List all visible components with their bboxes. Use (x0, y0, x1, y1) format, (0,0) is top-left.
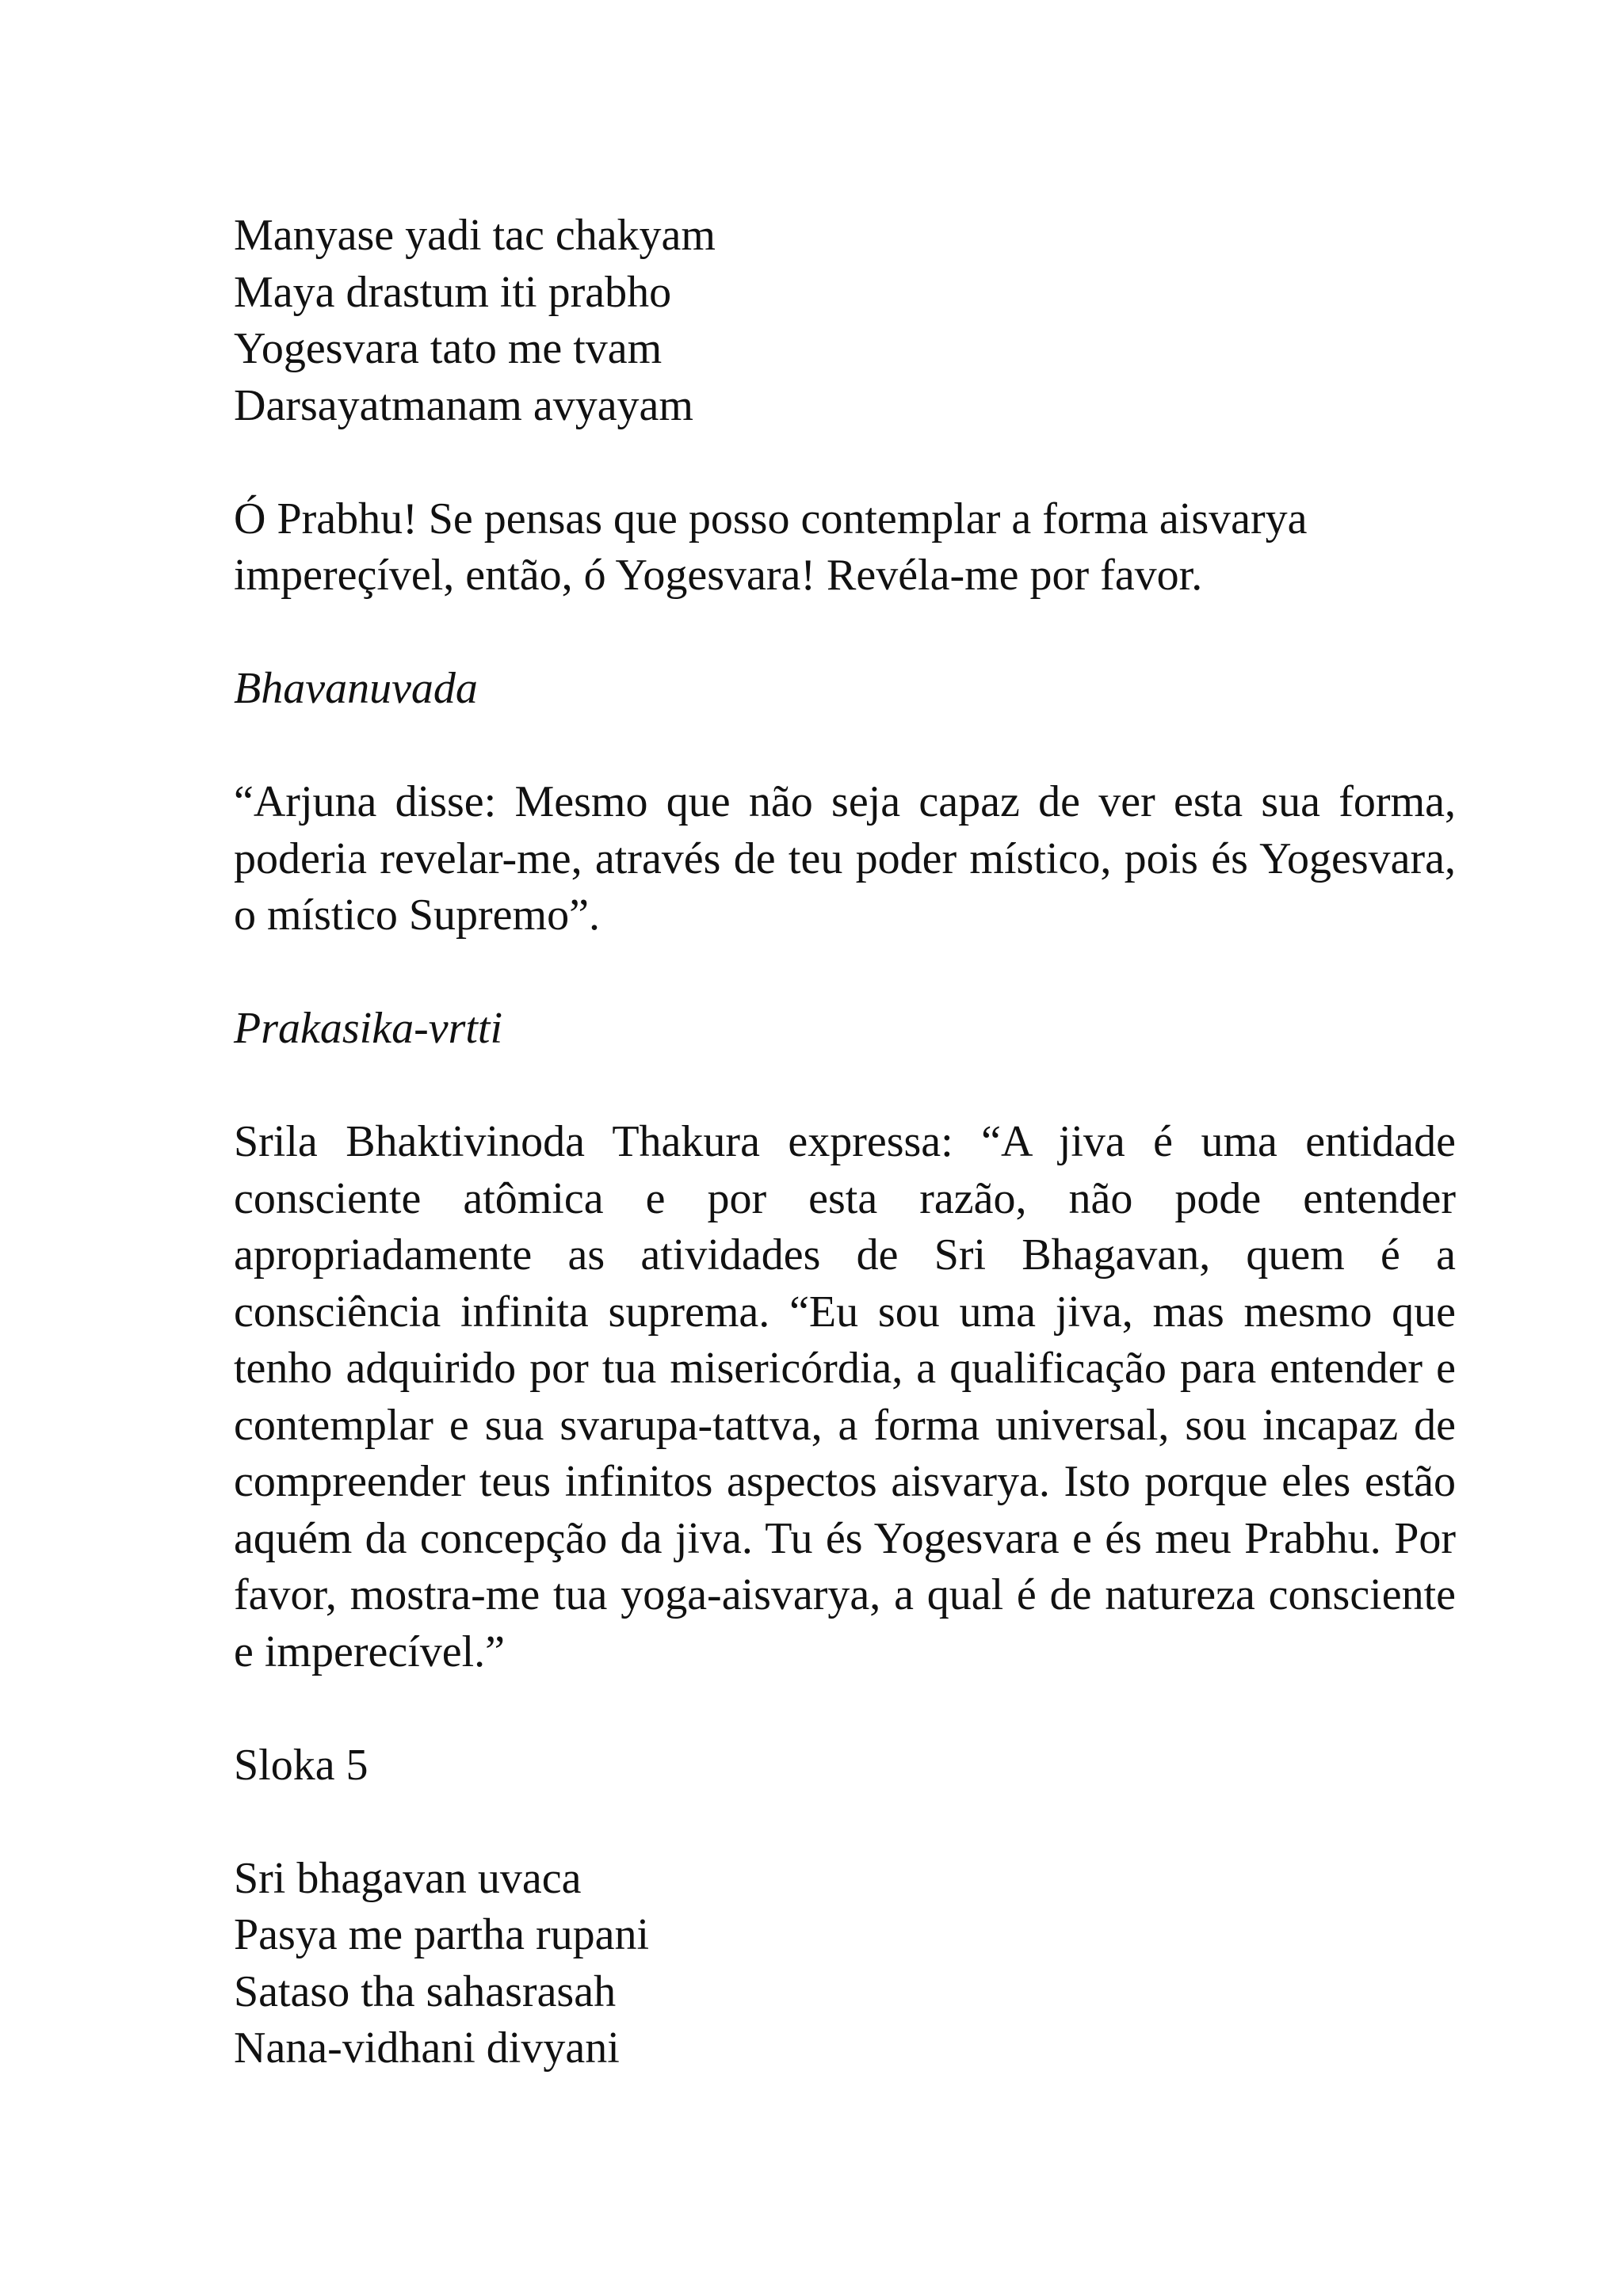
translation-paragraph: Ó Prabhu! Se pensas que posso contemplar a forma aisvarya impereçível, então, ó Yogesvara! Revéla-me por favor. (234, 494, 1308, 600)
prakasika-paragraph: Srila Bhaktivinoda Thakura expressa: “A jiva é uma entidade consciente atômica e por esta razão, não pode entender apropriadamente as atividades de Sri Bhagavan, quem é a consciência infinita suprema. “Eu sou uma jiva, mas mesmo que tenho adquirido por tua misericórdia, a qualificação para entender e contemplar e sua svarupa-tattva, a forma universal, sou incapaz de compreender teus infinitos aspectos aisvarya. Isto porque eles estão aquém da concepção da jiva. Tu és Yogesvara e és meu Prabhu. Por favor, mostra-me tua yoga-aisvarya, a qual é de natureza consciente e imperecível.” (234, 1117, 1456, 1676)
verse-line: Yogesvara tato me tvam (234, 324, 663, 373)
verse-5 (234, 1851, 1456, 2077)
verse-line: Nana-vidhani divyani (234, 2023, 620, 2073)
verse-line: Manyase yadi tac chakyam (234, 211, 716, 260)
verse-line: Darsayatmanam avyayam (234, 380, 693, 430)
verse-4 (234, 208, 1456, 434)
bhavanuvada-heading: Bhavanuvada (234, 664, 478, 713)
prakasika-heading: Prakasika-vrtti (234, 1004, 503, 1053)
bhavanuvada-paragraph: “Arjuna disse: Mesmo que não seja capaz de ver esta sua forma, poderia revelar-me, através de teu poder místico, pois és Yogesvara, o místico Supremo”. (234, 777, 1456, 940)
document-page (234, 208, 1456, 2077)
verse-line: Pasya me partha rupani (234, 1910, 650, 1959)
verse-line: Sri bhagavan uvaca (234, 1853, 582, 1903)
verse-line: Sataso tha sahasrasah (234, 1966, 617, 2016)
verse-line: Maya drastum iti prabho (234, 267, 672, 317)
sloka-heading: Sloka 5 (234, 1740, 369, 1790)
